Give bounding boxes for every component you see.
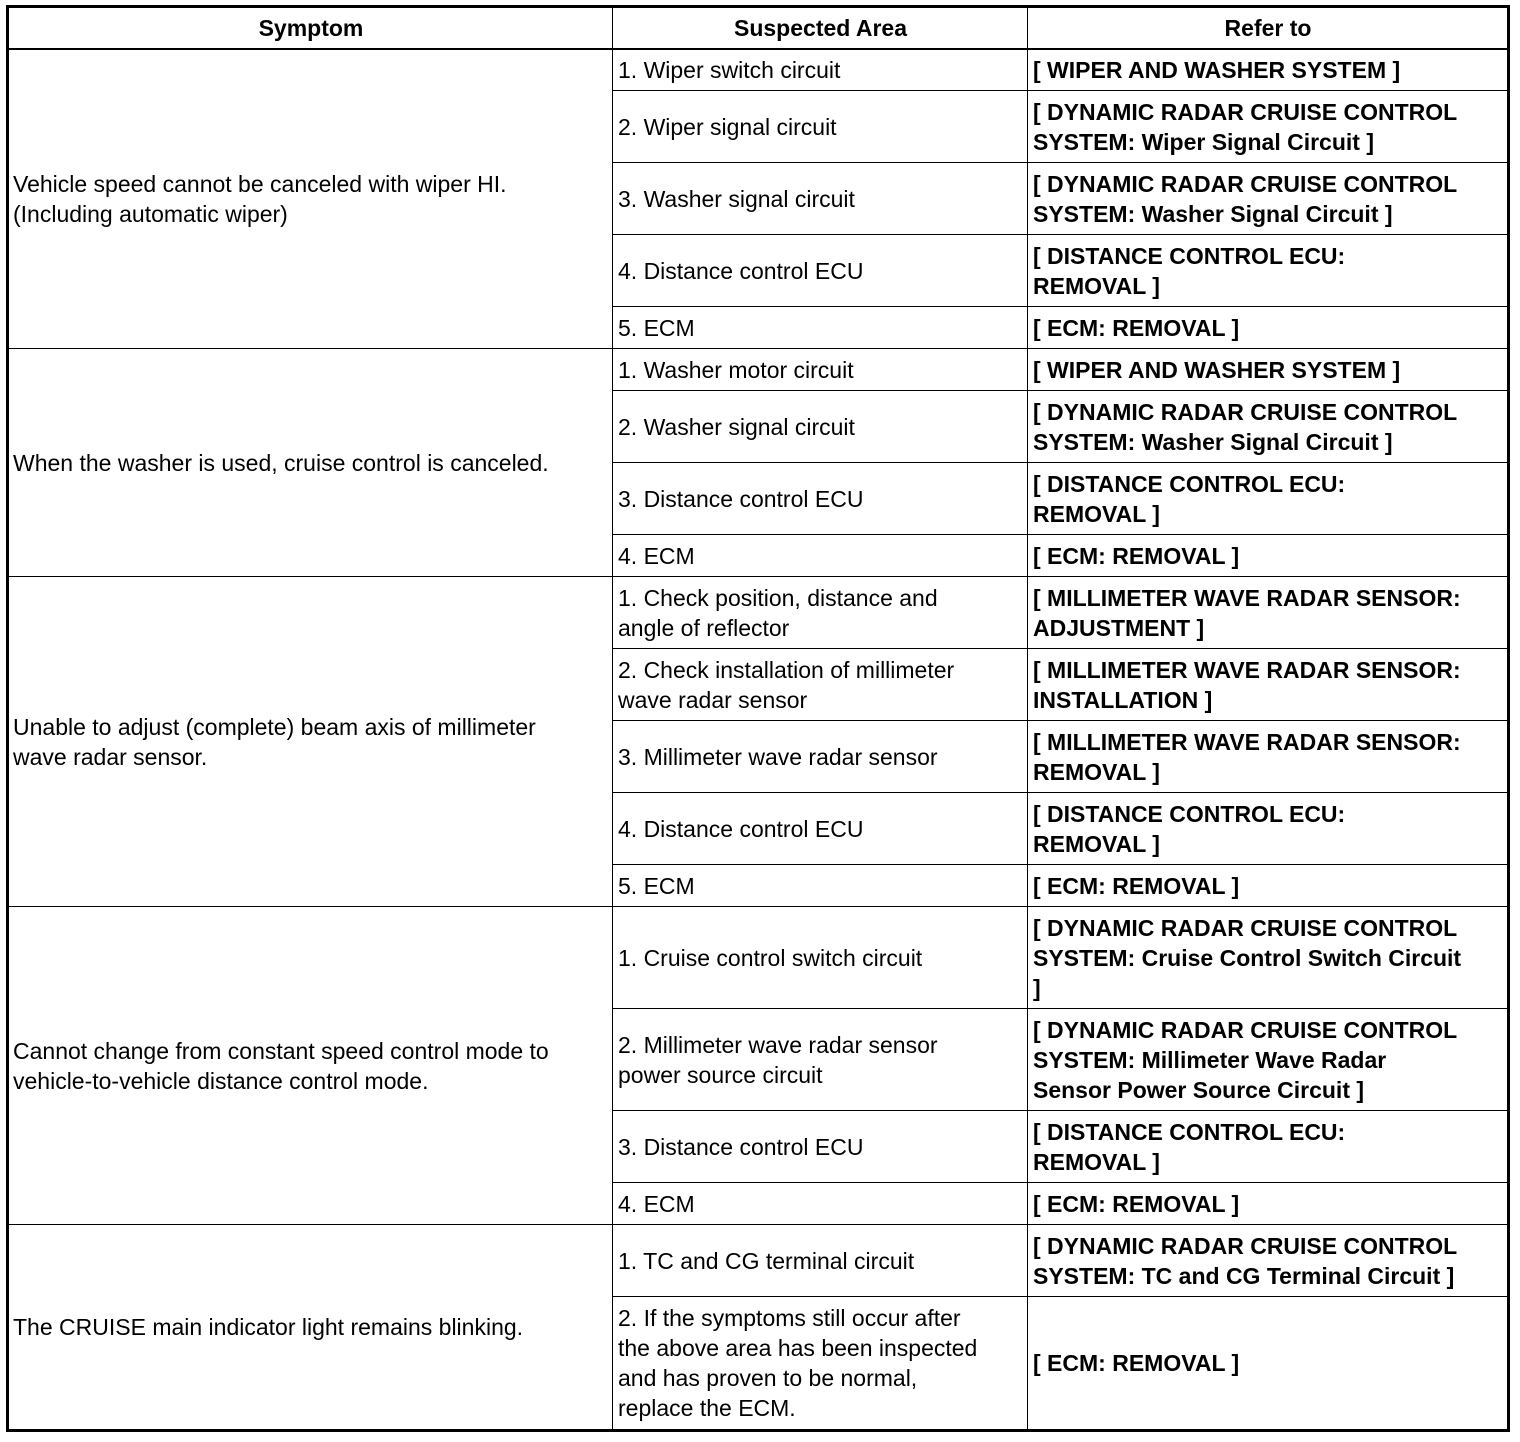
refer-to-cell: [ ECM: REMOVAL ] xyxy=(1028,1297,1509,1431)
refer-to-cell: [ MILLIMETER WAVE RADAR SENSOR: ADJUSTMENT ] xyxy=(1028,577,1509,649)
suspected-area-cell: 4. ECM xyxy=(613,535,1028,577)
suspected-area-cell: 2. Millimeter wave radar sensor power source circuit xyxy=(613,1009,1028,1111)
suspected-area-cell: 3. Millimeter wave radar sensor xyxy=(613,721,1028,793)
suspected-area-cell: 3. Distance control ECU xyxy=(613,463,1028,535)
header-suspected-area: Suspected Area xyxy=(613,7,1028,49)
symptom-cell: The CRUISE main indicator light remains blinking. xyxy=(8,1225,613,1431)
suspected-area-cell: 1. Wiper switch circuit xyxy=(613,49,1028,91)
table-row xyxy=(8,577,1509,649)
refer-to-cell: [ DYNAMIC RADAR CRUISE CONTROL SYSTEM: Washer Signal Circuit ] xyxy=(1028,391,1509,463)
table-row xyxy=(8,49,1509,91)
symptom-cell: Unable to adjust (complete) beam axis of millimeter wave radar sensor. xyxy=(8,577,613,907)
refer-to-cell: [ DYNAMIC RADAR CRUISE CONTROL SYSTEM: TC and CG Terminal Circuit ] xyxy=(1028,1225,1509,1297)
refer-to-cell: [ DYNAMIC RADAR CRUISE CONTROL SYSTEM: Millimeter Wave Radar Sensor Power Source Circuit ] xyxy=(1028,1009,1509,1111)
header-symptom: Symptom xyxy=(8,7,613,49)
symptom-cell: Cannot change from constant speed control mode to vehicle-to-vehicle distance control mode. xyxy=(8,907,613,1225)
suspected-area-cell: 1. Cruise control switch circuit xyxy=(613,907,1028,1009)
suspected-area-cell: 3. Distance control ECU xyxy=(613,1111,1028,1183)
refer-to-cell: [ DYNAMIC RADAR CRUISE CONTROL SYSTEM: Wiper Signal Circuit ] xyxy=(1028,91,1509,163)
suspected-area-cell: 2. If the symptoms still occur after the above area has been inspected and has proven to be normal, replace the ECM. xyxy=(613,1297,1028,1431)
suspected-area-cell: 5. ECM xyxy=(613,865,1028,907)
refer-to-cell: [ DISTANCE CONTROL ECU: REMOVAL ] xyxy=(1028,1111,1509,1183)
suspected-area-cell: 1. Check position, distance and angle of reflector xyxy=(613,577,1028,649)
refer-to-cell: [ WIPER AND WASHER SYSTEM ] xyxy=(1028,349,1509,391)
refer-to-cell: [ ECM: REMOVAL ] xyxy=(1028,1183,1509,1225)
header-refer-to: Refer to xyxy=(1028,7,1509,49)
refer-to-cell: [ DYNAMIC RADAR CRUISE CONTROL SYSTEM: Washer Signal Circuit ] xyxy=(1028,163,1509,235)
suspected-area-cell: 2. Washer signal circuit xyxy=(613,391,1028,463)
suspected-area-cell: 2. Check installation of millimeter wave radar sensor xyxy=(613,649,1028,721)
refer-to-cell: [ ECM: REMOVAL ] xyxy=(1028,865,1509,907)
suspected-area-cell: 4. Distance control ECU xyxy=(613,793,1028,865)
refer-to-cell: [ DISTANCE CONTROL ECU: REMOVAL ] xyxy=(1028,235,1509,307)
suspected-area-cell: 5. ECM xyxy=(613,307,1028,349)
header-row xyxy=(8,7,1509,49)
troubleshooting-table xyxy=(6,5,1510,1432)
refer-to-cell: [ ECM: REMOVAL ] xyxy=(1028,307,1509,349)
refer-to-cell: [ DISTANCE CONTROL ECU: REMOVAL ] xyxy=(1028,793,1509,865)
refer-to-cell: [ DYNAMIC RADAR CRUISE CONTROL SYSTEM: Cruise Control Switch Circuit ] xyxy=(1028,907,1509,1009)
refer-to-cell: [ DISTANCE CONTROL ECU: REMOVAL ] xyxy=(1028,463,1509,535)
suspected-area-cell: 3. Washer signal circuit xyxy=(613,163,1028,235)
refer-to-cell: [ MILLIMETER WAVE RADAR SENSOR: INSTALLATION ] xyxy=(1028,649,1509,721)
table-row xyxy=(8,1225,1509,1297)
refer-to-cell: [ WIPER AND WASHER SYSTEM ] xyxy=(1028,49,1509,91)
suspected-area-cell: 1. TC and CG terminal circuit xyxy=(613,1225,1028,1297)
refer-to-cell: [ MILLIMETER WAVE RADAR SENSOR: REMOVAL ] xyxy=(1028,721,1509,793)
suspected-area-cell: 4. ECM xyxy=(613,1183,1028,1225)
suspected-area-cell: 1. Washer motor circuit xyxy=(613,349,1028,391)
refer-to-cell: [ ECM: REMOVAL ] xyxy=(1028,535,1509,577)
suspected-area-cell: 2. Wiper signal circuit xyxy=(613,91,1028,163)
suspected-area-cell: 4. Distance control ECU xyxy=(613,235,1028,307)
symptom-cell: Vehicle speed cannot be canceled with wiper HI. (Including automatic wiper) xyxy=(8,49,613,349)
symptom-cell: When the washer is used, cruise control is canceled. xyxy=(8,349,613,577)
table-row xyxy=(8,349,1509,391)
table-row xyxy=(8,907,1509,1009)
